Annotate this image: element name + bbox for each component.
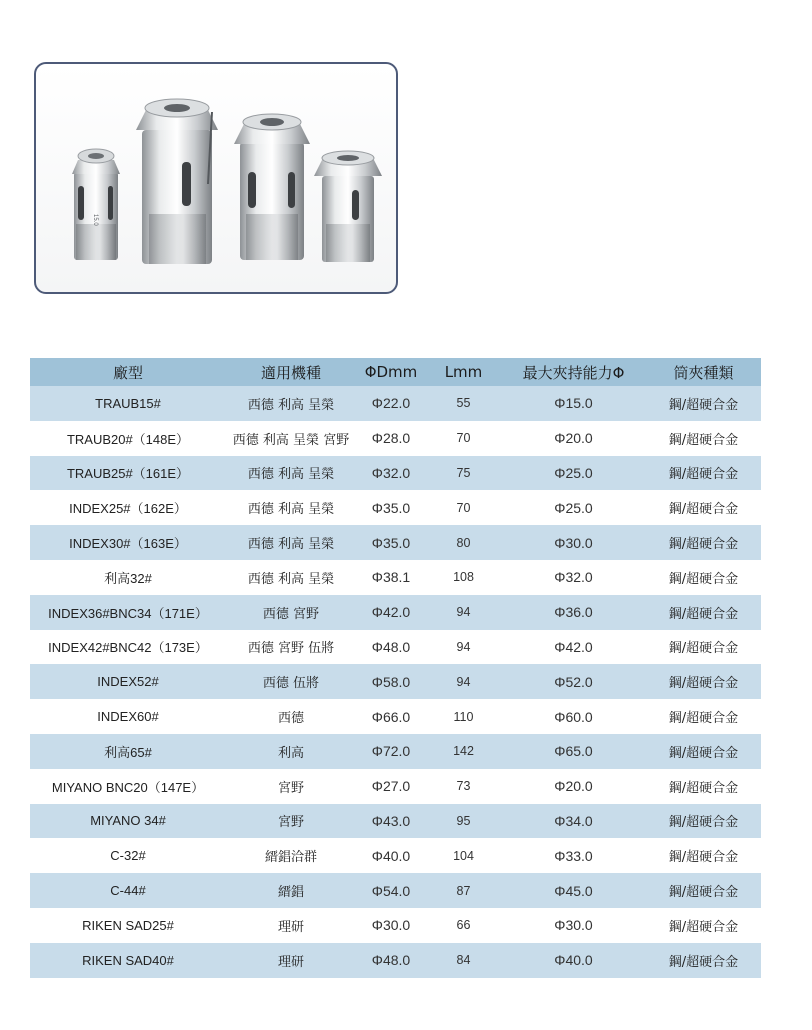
cell-model: MIYANO BNC20（147E）	[51, 779, 205, 795]
cell-collet-type: 鋼/超硬合金	[668, 780, 739, 796]
cell-collet-type: 鋼/超硬合金	[646, 386, 761, 421]
cell-max-clamp: Φ15.0	[501, 386, 646, 421]
cell-length: 70	[456, 500, 471, 515]
table-row	[30, 595, 761, 630]
cell-max-clamp: Φ30.0	[501, 525, 646, 560]
cell-model: INDEX25#（162E）	[69, 501, 187, 517]
cell-model: INDEX42#BNC42（173E）	[48, 640, 208, 656]
cell-model: INDEX36#BNC34（171E）	[30, 595, 226, 630]
cell-max-clamp: Φ52.0	[501, 664, 646, 699]
collet-spec-table	[30, 358, 761, 978]
table-row	[30, 456, 761, 491]
cell-diameter: Φ30.0	[371, 917, 411, 934]
table-row	[30, 699, 761, 734]
cell-length: 87	[426, 873, 501, 908]
cell-diameter: Φ40.0	[371, 847, 411, 864]
cell-collet-type: 鋼/超硬合金	[646, 804, 761, 839]
cell-model: RIKEN SAD40#	[30, 943, 226, 978]
collet-marking: 15.0	[92, 214, 98, 226]
collet-small	[72, 149, 120, 260]
cell-max-clamp: Φ25.0	[501, 456, 646, 491]
cell-max-clamp: Φ20.0	[554, 430, 593, 447]
cell-length: 73	[456, 779, 471, 794]
table-row	[30, 734, 761, 769]
cell-diameter: Φ54.0	[356, 873, 426, 908]
cell-machine: 縉錩	[226, 873, 356, 908]
cell-diameter: Φ35.0	[371, 499, 411, 516]
cell-collet-type: 鋼/超硬合金	[668, 432, 739, 448]
cell-max-clamp: Φ33.0	[554, 847, 593, 864]
collet-medium	[234, 114, 310, 260]
cell-machine: 西德 伍將	[226, 664, 356, 699]
header-diameter: ΦDmm	[356, 358, 426, 386]
cell-diameter: Φ72.0	[356, 734, 426, 769]
cell-length: 94	[426, 595, 501, 630]
cell-diameter: Φ66.0	[371, 708, 411, 725]
cell-collet-type: 鋼/超硬合金	[646, 525, 761, 560]
cell-machine: 西德 利高 呈榮	[226, 386, 356, 421]
header-max-clamp: 最大夾持能力Φ	[501, 358, 646, 386]
cell-diameter: Φ35.0	[356, 525, 426, 560]
header-length: Lmm	[426, 358, 501, 386]
header-collet-type: 筒夾種類	[646, 358, 761, 386]
table-row	[30, 560, 761, 595]
cell-max-clamp: Φ42.0	[554, 638, 593, 655]
cell-length: 108	[453, 570, 474, 585]
cell-diameter: Φ32.0	[356, 456, 426, 491]
table-row	[30, 490, 761, 525]
cell-machine: 西德 利高 呈榮	[226, 525, 356, 560]
table-row	[30, 630, 761, 665]
cell-model: TRAUB15#	[30, 386, 226, 421]
cell-max-clamp: Φ65.0	[501, 734, 646, 769]
cell-machine: 西德 宮野	[226, 595, 356, 630]
cell-max-clamp: Φ32.0	[554, 569, 593, 586]
table-row	[30, 386, 761, 421]
cell-machine: 西德 利高 呈榮	[226, 456, 356, 491]
cell-length: 94	[426, 664, 501, 699]
header-machine: 適用機種	[226, 358, 356, 386]
cell-collet-type: 鋼/超硬合金	[668, 850, 739, 866]
cell-length: 75	[426, 456, 501, 491]
cell-length: 104	[453, 848, 474, 863]
cell-max-clamp: Φ30.0	[554, 917, 593, 934]
table-header-row	[30, 358, 761, 386]
cell-max-clamp: Φ60.0	[554, 708, 593, 725]
cell-model: INDEX52#	[30, 664, 226, 699]
cell-model: RIKEN SAD25#	[82, 917, 174, 933]
collet-right	[314, 151, 382, 262]
cell-machine: 宮野	[277, 780, 304, 796]
cell-model: C-44#	[30, 873, 226, 908]
cell-collet-type: 鋼/超硬合金	[668, 711, 739, 727]
cell-collet-type: 鋼/超硬合金	[668, 571, 739, 587]
cell-collet-type: 鋼/超硬合金	[646, 664, 761, 699]
cell-machine: 西德 利高 呈榮	[247, 502, 335, 518]
cell-model: INDEX30#（163E）	[30, 525, 226, 560]
cell-model: MIYANO 34#	[30, 804, 226, 839]
cell-collet-type: 鋼/超硬合金	[646, 873, 761, 908]
cell-length: 80	[426, 525, 501, 560]
table-row	[30, 769, 761, 804]
cell-diameter: Φ58.0	[356, 664, 426, 699]
cell-max-clamp: Φ36.0	[501, 595, 646, 630]
table-row	[30, 943, 761, 978]
cell-max-clamp: Φ34.0	[501, 804, 646, 839]
cell-diameter: Φ28.0	[371, 430, 411, 447]
cell-collet-type: 鋼/超硬合金	[668, 502, 739, 518]
table-row	[30, 421, 761, 456]
table-row	[30, 664, 761, 699]
cell-model: 利高32#	[104, 570, 152, 586]
cell-length: 66	[456, 918, 471, 933]
cell-collet-type: 鋼/超硬合金	[668, 641, 739, 657]
cell-length: 142	[426, 734, 501, 769]
cell-diameter: Φ43.0	[356, 804, 426, 839]
cell-diameter: Φ48.0	[371, 638, 411, 655]
cell-max-clamp: Φ25.0	[554, 499, 593, 516]
cell-machine: 縉錩洽群	[264, 850, 317, 866]
cell-model: INDEX60#	[97, 709, 159, 725]
cell-diameter: Φ42.0	[356, 595, 426, 630]
cell-model: 利高65#	[30, 734, 226, 769]
cell-model: TRAUB20#（148E）	[66, 431, 190, 447]
cell-machine: 理研	[277, 919, 304, 935]
cell-diameter: Φ38.1	[371, 569, 411, 586]
cell-length: 110	[453, 709, 474, 724]
cell-diameter: Φ27.0	[371, 778, 411, 795]
cell-length: 70	[456, 431, 471, 446]
cell-max-clamp: Φ45.0	[501, 873, 646, 908]
cell-max-clamp: Φ40.0	[501, 943, 646, 978]
collet-illustration	[36, 64, 396, 292]
cell-collet-type: 鋼/超硬合金	[646, 595, 761, 630]
collet-tall	[136, 99, 218, 264]
cell-collet-type: 鋼/超硬合金	[668, 919, 739, 935]
cell-collet-type: 鋼/超硬合金	[646, 456, 761, 491]
table-row	[30, 525, 761, 560]
cell-collet-type: 鋼/超硬合金	[646, 734, 761, 769]
cell-diameter: Φ48.0	[356, 943, 426, 978]
cell-machine: 理研	[226, 943, 356, 978]
cell-model: C-32#	[110, 848, 146, 864]
table-row	[30, 838, 761, 873]
cell-model: TRAUB25#（161E）	[30, 456, 226, 491]
cell-machine: 西德 利高 呈榮	[247, 571, 335, 587]
cell-length: 84	[426, 943, 501, 978]
cell-machine: 西德	[277, 711, 304, 727]
table-row	[30, 908, 761, 943]
header-model: 廠型	[30, 358, 226, 386]
cell-machine: 西德 宮野 伍將	[247, 641, 335, 657]
table-row	[30, 804, 761, 839]
product-photo	[34, 62, 398, 294]
cell-length: 55	[426, 386, 501, 421]
cell-machine: 西德 利高 呈榮 宮野	[232, 432, 350, 448]
cell-length: 95	[426, 804, 501, 839]
cell-collet-type: 鋼/超硬合金	[646, 943, 761, 978]
cell-max-clamp: Φ20.0	[554, 778, 593, 795]
cell-diameter: Φ22.0	[356, 386, 426, 421]
table-row	[30, 873, 761, 908]
cell-machine: 利高	[226, 734, 356, 769]
cell-machine: 宮野	[226, 804, 356, 839]
cell-length: 94	[456, 639, 471, 654]
